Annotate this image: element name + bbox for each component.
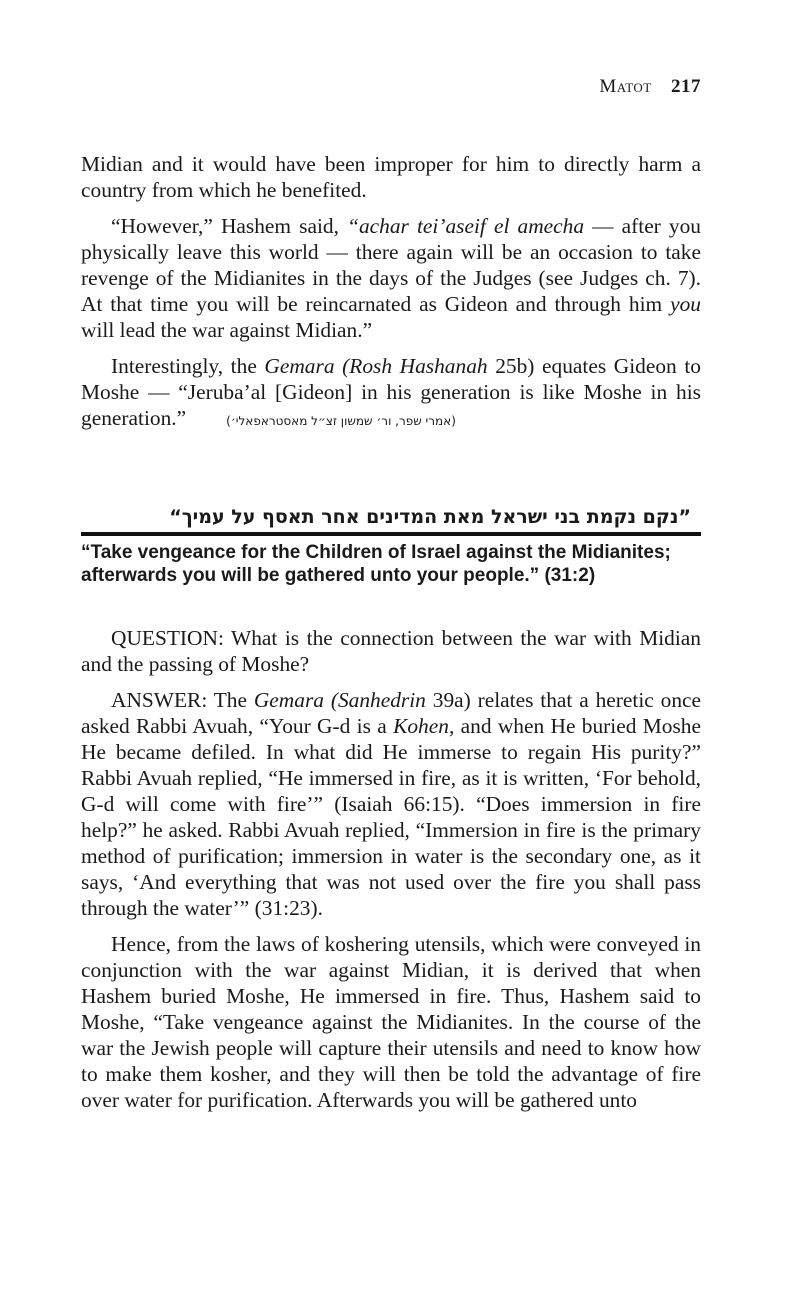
text: will lead the war against Midian.” [81, 318, 373, 342]
question-paragraph: QUESTION: What is the connection between the war with Midian and the passing of Moshe? [81, 626, 701, 676]
section-two [81, 625, 701, 1123]
chapter-title: Matot [599, 76, 652, 97]
italic-text: Gemara (Rosh Hashanah [264, 354, 488, 378]
answer-paragraph [81, 687, 701, 921]
paragraph [81, 151, 701, 203]
verse-translation: “Take vengeance for the Children of Israel against the Midianites; afterwards you will be gathered unto your people.” (31:2) [81, 542, 671, 586]
text: Interestingly, the [111, 354, 265, 378]
section-one [81, 151, 701, 444]
page-number: 217 [671, 76, 701, 97]
italic-text: Kohen, [393, 714, 455, 738]
text: “However,” Hashem said, [111, 214, 348, 238]
text: and when He buried Moshe He became defiled. In what did He immerse to regain His purity?” Rabbi Avuah replied, “He immersed in fire, as it is written, ‘For behold, G-d will come with fire’” (Isaiah 66:15). “Does immersion in fire help?” he asked. Rabbi Avuah replied, “Immersion in fire is the primary method of purification; immersion in water is the secondary one, as it says, ‘And everything that was not used over the fire you shall pass through the water’” (31:23). [81, 714, 701, 920]
running-head [599, 76, 701, 98]
conclusion-paragraph: Hence, from the laws of koshering utensils, which were conveyed in conjunction with the war against Midian, it is derived that when Hashem buried Moshe, He immersed in fire. Thus, Hashem said to Moshe, “Take vengeance against the Midianites. In the course of the war the Jewish people will capture their utensils and need to know how to make them kosher, and they will then be told the advantage of fire over water for purification. Afterwards you will be gathered unto [81, 932, 701, 1112]
heading-rule [81, 532, 701, 536]
italic-text: Gemara (Sanhedrin [253, 688, 426, 712]
paragraph-text: Midian and it would have been improper for him to directly harm a country from which he benefited. [81, 152, 701, 202]
text: 39a) relates that a heretic once asked Rabbi Avuah, “Your G-d is a [81, 688, 702, 738]
italic-text: you [670, 292, 701, 316]
paragraph [81, 213, 701, 343]
source-citation: (אמרי שפר, ור׳ שמשון זצ״ל מאסטראפאלי׳) [226, 414, 456, 428]
text: — after you physically leave this world — there again will be an occasion to take revenge of the Midianites in the days of the Judges (see Judges ch. 7). At that time you will be reincarnated as Gideon and through him [81, 214, 701, 316]
text: 25b) equates Gideon to Moshe — “Jeruba’al [Gideon] in his generation is like Moshe in his generation.” [81, 354, 701, 430]
paragraph [81, 353, 701, 434]
text: ANSWER: The [111, 688, 254, 712]
italic-text: “achar tei’aseif el amecha [347, 214, 585, 238]
hebrew-verse-heading: ”נקם נקמת בני ישראל מאת המדינים אחר תאסף על עמיך“ [169, 506, 691, 528]
